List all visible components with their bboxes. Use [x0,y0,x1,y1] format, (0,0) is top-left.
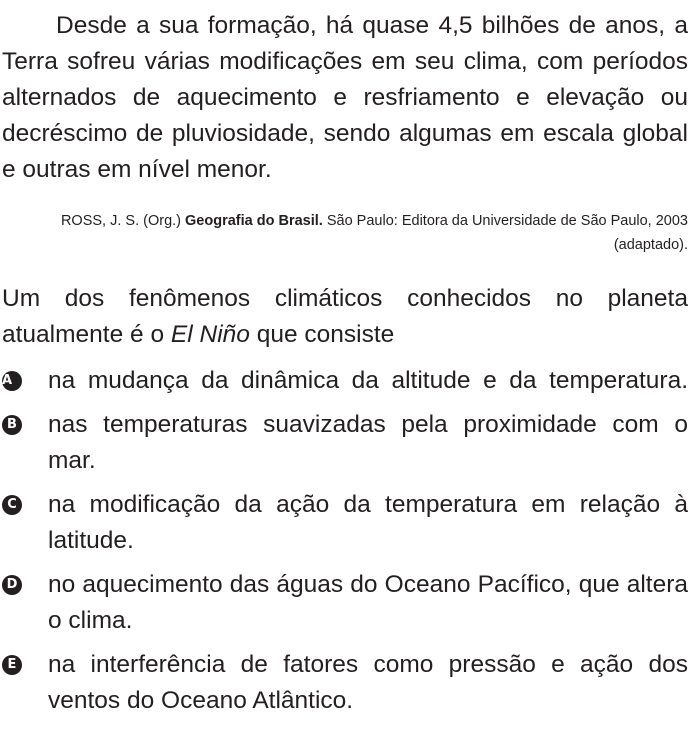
question-emphasis: El Niño [170,321,250,348]
option-letter-badge: A [2,371,22,391]
option-letter-badge: C [2,495,22,515]
citation-publisher: São Paulo: Editora da Universidade de São Paulo, 2003 (adaptado). [322,213,688,253]
answer-options [2,363,688,719]
option-c[interactable] [2,487,688,559]
option-text: na modificação da ação da temperatura em relação à latitude. [48,491,688,554]
citation-title: Geografia do Brasil. [185,213,323,229]
option-text: na interferência de fatores como pressão e ação dos ventos do Oceano Atlântico. [48,651,688,714]
option-letter-badge: E [2,655,22,675]
option-d[interactable] [2,567,688,639]
option-a[interactable] [2,363,688,399]
option-text: na mudança da dinâmica da altitude e da temperatura. [48,367,688,394]
passage-text: Desde a sua formação, há quase 4,5 bilhões de anos, a Terra sofreu várias modificações em seu clima, com períodos alternados de aquecimento e resfriamento e elevação ou decréscimo de pluviosidade, sendo algumas em escala global e outras em nível menor. [2,12,688,183]
option-text: nas temperaturas suavizadas pela proximidade com o mar. [48,411,688,474]
option-b[interactable] [2,407,688,479]
option-letter-badge: D [2,575,22,595]
citation [2,209,688,257]
question-text-after: que consiste [249,321,395,348]
question-stem [2,281,688,353]
question-text-before: Um dos fenômenos climáticos conhecidos no planeta atualmente é o [2,285,688,348]
option-e[interactable] [2,647,688,719]
citation-author: ROSS, J. S. (Org.) [60,213,186,229]
option-letter-badge: B [2,415,22,435]
option-text: no aquecimento das águas do Oceano Pacífico, que altera o clima. [48,571,688,634]
